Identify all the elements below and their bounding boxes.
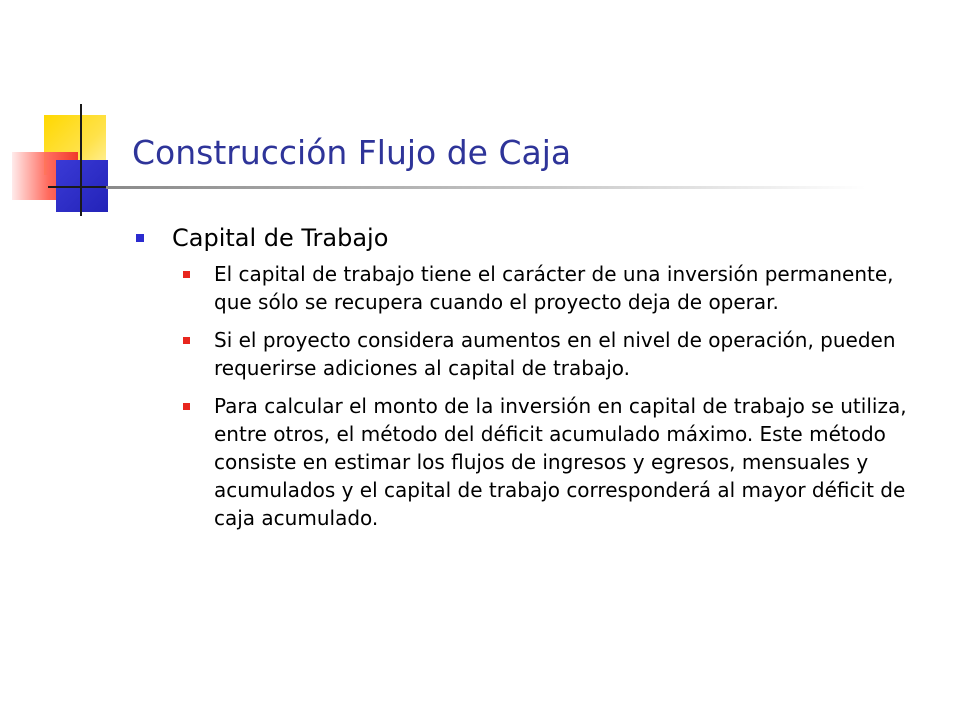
bullet-text: Capital de Trabajo bbox=[172, 224, 389, 252]
square-bullet-icon bbox=[183, 271, 190, 278]
decorative-vertical-line bbox=[80, 104, 82, 216]
sub-bullet-item bbox=[130, 326, 920, 382]
sub-bullet-text: Si el proyecto considera aumentos en el nivel de operación, pueden requerirse adiciones al capital de trabajo. bbox=[214, 328, 896, 380]
slide-body bbox=[130, 222, 920, 542]
sub-bullet-text: Para calcular el monto de la inversión en capital de trabajo se utiliza, entre otros, el método del déficit acumulado máximo. Este método consiste en estimar los flujos de ingresos y egresos, mensuales y acumulados y el capital de trabajo corresponderá al mayor déficit de caja acumulado. bbox=[214, 394, 907, 530]
square-bullet-icon bbox=[183, 337, 190, 344]
slide-title: Construcción Flujo de Caja bbox=[132, 133, 572, 172]
square-bullet-icon bbox=[183, 403, 190, 410]
sub-bullet-item bbox=[130, 392, 920, 532]
title-underline bbox=[106, 186, 866, 189]
sub-bullet-item bbox=[130, 260, 920, 316]
sub-bullet-text: El capital de trabajo tiene el carácter de una inversión permanente, que sólo se recupera cuando el proyecto deja de operar. bbox=[214, 262, 894, 314]
square-bullet-icon bbox=[136, 234, 144, 242]
sub-bullet-list bbox=[130, 260, 920, 532]
bullet-item-capital-de-trabajo bbox=[130, 222, 920, 254]
